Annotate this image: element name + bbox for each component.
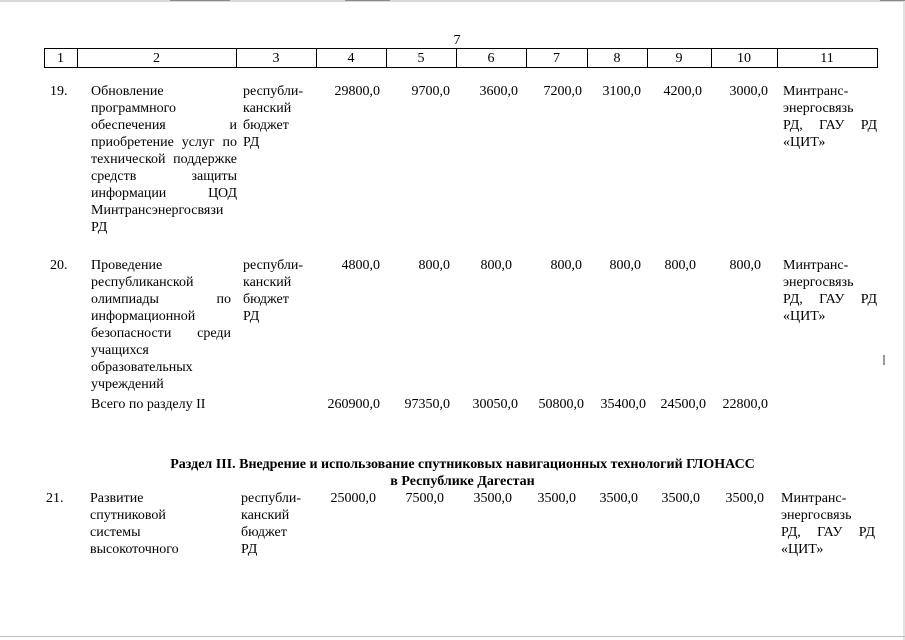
funding-source <box>243 257 303 325</box>
row-number: 20. <box>50 258 68 273</box>
column-header: 9 <box>675 51 683 66</box>
year-amount: 7500,0 <box>405 491 444 506</box>
funding-source-line: канский <box>243 101 292 116</box>
scan-artifact <box>880 0 905 1</box>
year-amount: 22800,0 <box>722 397 768 412</box>
executor-line: РД, ГАУ РД <box>783 118 877 133</box>
year-amount: 800,0 <box>609 258 641 273</box>
scan-edge-bottom <box>0 636 905 637</box>
column-header: 10 <box>737 51 751 66</box>
executor-line: РД, ГАУ РД <box>781 525 875 540</box>
column-header: 6 <box>487 51 495 66</box>
item-name <box>90 490 179 558</box>
column-header: 5 <box>417 51 425 66</box>
scan-artifact <box>170 0 230 1</box>
executor-line: «ЦИТ» <box>783 309 826 324</box>
funding-source-line: республи- <box>241 491 301 506</box>
year-amount: 800,0 <box>664 258 696 273</box>
year-amount: 3500,0 <box>537 491 576 506</box>
year-amount: 3000,0 <box>729 84 768 99</box>
column-header: 3 <box>272 51 280 66</box>
executor-line: энергосвязь <box>783 275 854 290</box>
page-number: 7 <box>453 33 461 48</box>
section-total-label: Всего по разделу II <box>91 397 206 412</box>
scan-artifact <box>345 0 390 1</box>
executor-line: РД, ГАУ РД <box>783 292 877 307</box>
column-header: 2 <box>153 51 160 66</box>
funding-source-line: канский <box>243 275 292 290</box>
funding-source-line: бюджет <box>241 525 287 540</box>
year-amount: 3500,0 <box>599 491 638 506</box>
year-amount: 800,0 <box>480 258 512 273</box>
year-amount: 800,0 <box>729 258 761 273</box>
row-number: 21. <box>46 491 64 506</box>
funding-source-line: РД <box>243 135 260 150</box>
year-amount: 800,0 <box>550 258 582 273</box>
funding-source-line: РД <box>243 309 260 324</box>
funding-source-line: бюджет <box>243 292 289 307</box>
column-header: 11 <box>820 51 834 66</box>
header-top-border <box>44 48 878 49</box>
year-amount: 3500,0 <box>473 491 512 506</box>
year-amount: 4200,0 <box>663 84 702 99</box>
year-amount: 97350,0 <box>404 397 450 412</box>
item-name-line: спутниковой <box>90 508 166 523</box>
funding-source <box>243 83 303 151</box>
total-amount: 29800,0 <box>334 84 380 99</box>
column-header: 8 <box>613 51 621 66</box>
total-amount: 25000,0 <box>330 491 376 506</box>
column-header: 4 <box>347 51 355 66</box>
row-number: 19. <box>50 84 68 99</box>
year-amount: 800,0 <box>418 258 450 273</box>
executor-line: Минтранс- <box>781 491 847 506</box>
executor-line: энергосвязь <box>783 101 854 116</box>
scan-edge-top <box>0 0 905 2</box>
total-amount: 4800,0 <box>341 258 380 273</box>
item-name-line: системы <box>90 525 141 540</box>
item-name: Обновление программного обеспечения и приобретение услуг по технической поддержке средств защиты информации ЦОД Минтрансэнергосвязи РД <box>91 84 237 235</box>
header-bottom-border <box>44 67 878 68</box>
item-name: Проведение республиканской олимпиады по информационной безопасности среди учащихся образовательных учреждений <box>91 258 231 392</box>
executor <box>783 257 877 325</box>
executor-line: Минтранс- <box>783 84 849 99</box>
column-header: 1 <box>57 51 64 66</box>
year-amount: 24500,0 <box>660 397 706 412</box>
year-amount: 3500,0 <box>661 491 700 506</box>
year-amount: 35400,0 <box>600 397 646 412</box>
year-amount: 7200,0 <box>543 84 582 99</box>
item-name-line: Развитие <box>90 491 144 506</box>
section-heading-subline: в Республике Дагестан <box>390 474 535 489</box>
column-header: 7 <box>553 51 560 66</box>
year-amount: 3600,0 <box>479 84 518 99</box>
executor-line: «ЦИТ» <box>781 542 824 557</box>
year-amount: 3100,0 <box>602 84 641 99</box>
executor-line: энергосвязь <box>781 508 852 523</box>
scan-artifact <box>883 355 885 365</box>
total-amount: 260900,0 <box>327 397 380 412</box>
funding-source <box>241 490 301 558</box>
funding-source-line: РД <box>241 542 258 557</box>
funding-source-line: бюджет <box>243 118 289 133</box>
funding-source-line: канский <box>241 508 290 523</box>
funding-source-line: республи- <box>243 84 303 99</box>
header-divider <box>877 48 878 67</box>
year-amount: 9700,0 <box>411 84 450 99</box>
year-amount: 30050,0 <box>472 397 518 412</box>
executor-line: Минтранс- <box>783 258 849 273</box>
section-heading: Раздел III. Внедрение и использование спутниковых навигационных технологий ГЛОНАСС <box>170 457 755 472</box>
executor-line: «ЦИТ» <box>783 135 826 150</box>
item-name-line: высокоточного <box>90 542 179 557</box>
year-amount: 3500,0 <box>725 491 764 506</box>
funding-source-line: республи- <box>243 258 303 273</box>
executor <box>783 83 877 151</box>
year-amount: 50800,0 <box>538 397 584 412</box>
executor <box>781 490 875 558</box>
